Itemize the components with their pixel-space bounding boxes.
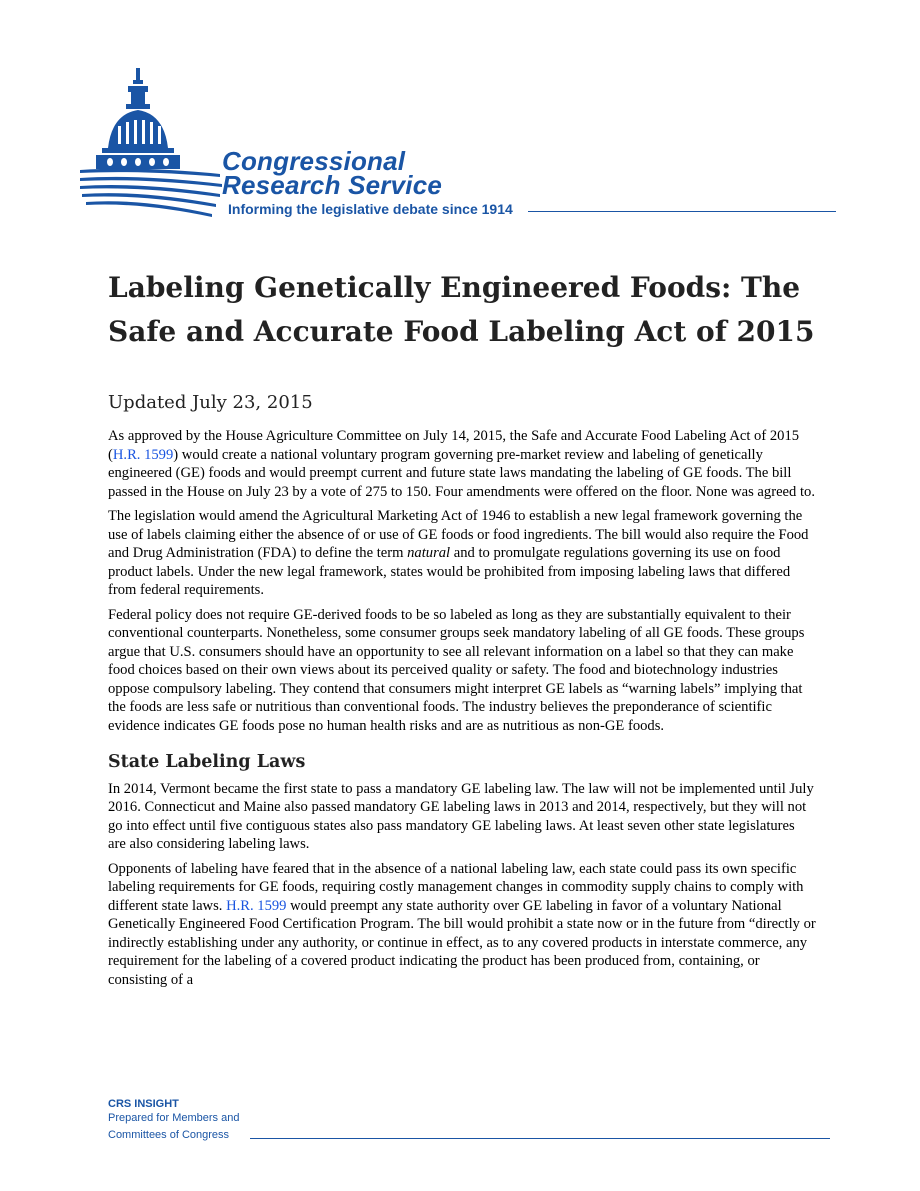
paragraph-4: In 2014, Vermont became the first state to pass a mandatory GE labeling law. The law will not be implemented until July 2016. Connecticut and Maine also passed mandatory GE labeling laws in 2013 and 2014, respectively, but they will not go into effect until five contiguous states also pass mandatory GE labeling laws. At least seven other state legislatures are also considering labeling laws. bbox=[108, 780, 814, 852]
footer bbox=[108, 1098, 830, 1144]
paragraph-3: Federal policy does not require GE-derived foods to be so labeled as long as they are substantially equivalent to their conventional counterparts. Nonetheless, some consumer groups seek mandatory labeling of all GE foods. These groups argue that U.S. consumers should have an opportunity to see all relevant information on a label so that they can make food choices based on their own views about its perceived quality or safety. The food and biotechnology industries oppose compulsory labeling. They contend that consumers might interpret GE labels as “warning labels” implying that the foods are less safe or nutritious than conventional foods. The industry believes the preponderance of scientific evidence indicates GE foods pose no human health risks and are as nutritious as non-GE foods. bbox=[108, 606, 805, 734]
paragraph-text: ) would create a national voluntary program governing pre-market review and labeling of genetically engineered (GE) foods and would preempt current and future state laws mandating the labeling of GE foods. The bill passed in the House on July 23 by a vote of 275 to 150. Four amendments were offered on the floor. None was agreed to. bbox=[108, 446, 815, 500]
hr1599-link[interactable]: H.R. 1599 bbox=[226, 897, 287, 914]
document-title: Labeling Genetically Engineered Foods: The Safe and Accurate Food Labeling Act of 2015 bbox=[108, 271, 815, 348]
paragraph-text: and to promulgate regulations governing its use on food product labels. Under the new legal framework, states would be prohibited from imposing labeling laws that differed from federal requirements. bbox=[108, 545, 791, 598]
crs-logo bbox=[80, 66, 840, 226]
paragraph-text: The legislation would amend the Agricultural Marketing Act of 1946 to establish a new legal framework governing the use of labels claiming either the absence of or use of GE foods or food ingredients. The bill would also require the Food and Drug Administration (FDA) to define the term bbox=[108, 508, 809, 561]
logo-name-line2: Research Service bbox=[222, 170, 443, 200]
logo-divider bbox=[528, 211, 836, 212]
footer-divider bbox=[250, 1138, 830, 1139]
footer-line-1: Prepared for Members and bbox=[108, 1112, 240, 1124]
paragraph-text: Opponents of labeling have feared that in the absence of a national labeling law, each state could pass its own specific labeling requirements for GE foods, requiring costly management changes in commodity supply chains to comply with different state laws. bbox=[108, 860, 804, 914]
updated-date: Updated July 23, 2015 bbox=[108, 392, 313, 413]
footer-title: CRS INSIGHT bbox=[108, 1098, 179, 1110]
paragraph-text: would preempt any state authority over GE labeling in favor of a voluntary National Genetically Engineered Food Certification Program. The bill would prohibit a state now or in the future from “directly or indirectly establishing under any authority, or continue in effect, as to any covered products in interstate commerce, any requirement for the labeling of a covered product indicating the product has been produced from, containing, or consisting of a bbox=[108, 897, 816, 988]
logo-tagline: Informing the legislative debate since 1914 bbox=[228, 201, 513, 217]
hr1599-link[interactable]: H.R. 1599 bbox=[112, 446, 174, 463]
section-heading: State Labeling Laws bbox=[108, 752, 306, 772]
logo-name-line1: Congressional bbox=[222, 146, 406, 176]
paragraph-2 bbox=[108, 507, 816, 600]
document-body bbox=[108, 427, 816, 995]
paragraph-1 bbox=[108, 427, 816, 501]
footer-line-2: Committees of Congress bbox=[108, 1129, 230, 1141]
emphasis-natural: natural bbox=[407, 545, 451, 561]
paragraph-text: As approved by the House Agriculture Committee on July 14, 2015, the Safe and Accurate Food Labeling Act of 2015 ( bbox=[108, 428, 800, 463]
paragraph-5 bbox=[108, 860, 816, 990]
capitol-dome-icon bbox=[80, 66, 230, 226]
